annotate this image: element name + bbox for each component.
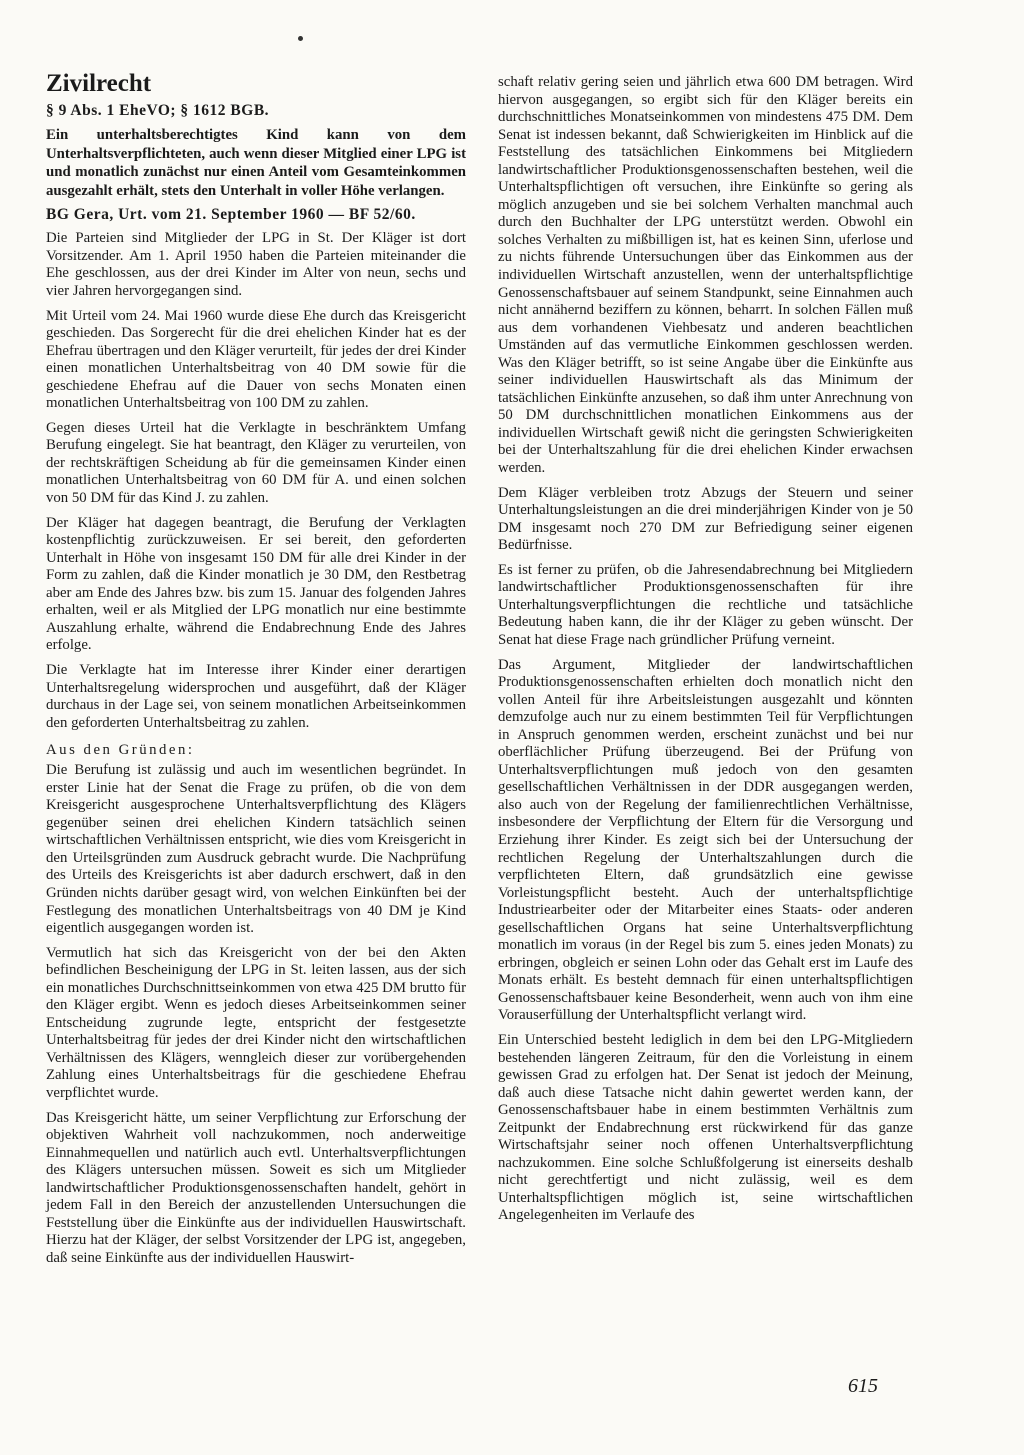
paragraph: Gegen dieses Urteil hat die Verklagte in beschränktem Umfang Berufung eingelegt. Sie hat beantragt, den Kläger zu verurteilen, von der rechtskräftigen Scheidung ab für die gemeinsamen Kinder einen monatlichen Unterhaltsbeitrag von 60 DM für A. und einen solchen von 50 DM für das Kind J. zu zahlen.: [46, 419, 466, 507]
paragraph: Die Berufung ist zulässig und auch im wesentlichen begründet. In erster Linie hat der Senat die Frage zu prüfen, ob die von dem Kreisgericht ausgesprochene Unterhaltsverpflichtung des Klägers gegenüber seinen drei ehelichen Kindern tatsächlich seinen wirtschaftlichen Verhältnissen entspricht, wie dies vom Kreisgericht in den Urteilsgründen zum Ausdruck gebracht wurde. Die Nachprüfung des Urteils des Kreisgerichts ist aber dadurch erschwert, daß in den Gründen nichts darüber gesagt wird, von welchen Einkünften bei der Festlegung des monatlichen Unterhaltsbeitrags von 40 DM je Kind eigentlich ausgegangen worden ist.: [46, 762, 466, 937]
paragraph: Ein Unterschied besteht lediglich in dem bei den LPG-Mitgliedern bestehenden längeren Zeitraum, für den die Vorleistung in einem gewissen Grad zu erfolgen hat. Der Senat ist jedoch der Meinung, daß auch diese Tatsache nicht dahin gewertet werden kann, der Genossenschaftsbauer habe in einem bestimmten Verhältnis zum Zeitpunkt der Endabrechnung erst rückwirkend für das ganze Wirtschaftsjahr seiner noch offenen Unterhaltsverpflichtung nachzukommen. Eine solche Schlußfolgerung ist einerseits deshalb nicht gerechtfertigt und nicht zulässig, weil es dem Unterhaltspflichtigen möglich ist, seine wirtschaftlichen Angelegenheiten im Verlaufe des: [498, 1031, 913, 1224]
paragraph: Es ist ferner zu prüfen, ob die Jahresendabrechnung bei Mitgliedern landwirtschaftlicher Produktionsgenossenschaften für ihre Unterhaltungsverpflichtungen die rechtliche und tatsächliche Bedeutung haben kann, die ihr der Kläger zu geben wünscht. Der Senat hat diese Frage nach gründlicher Prüfung verneint.: [498, 561, 913, 648]
grounds-heading: Aus den Gründen:: [46, 742, 195, 759]
paragraph: Vermutlich hat sich das Kreisgericht von der bei den Akten befindlichen Bescheinigung der LPG in St. leiten lassen, aus der sich ein monatliches Durchschnittseinkommen von etwa 425 DM brutto für den Kläger ergibt. Wenn es jedoch dieses Arbeitseinkommen seiner Entscheidung zugrunde legte, entspricht der festgesetzte Unterhaltsbeitrag für jedes der drei Kinder nicht den wirtschaftlichen Verhältnissen des Klägers, wenngleich dieser zur vorübergehenden Zahlung eines Unterhaltsbeitrags für die geschiedene Ehefrau verpflichtet wurde.: [46, 944, 466, 1101]
page-number: 615: [848, 1375, 878, 1397]
paragraph: Das Kreisgericht hätte, um seiner Verpflichtung zur Erforschung der objektiven Wahrheit voll nachzukommen, noch anderweitige Einnahmequellen und natürlich auch evtl. Unterhaltsverpflichtungen des Klägers untersuchen müssen. Soweit es sich um Mitglieder landwirtschaftlicher Produktionsgenossenschaften handelt, gehört in jedem Fall in den Bereich der anzustellenden Untersuchungen die Feststellung über die Einkünfte aus der individuellen Hauswirtschaft. Hierzu hat der Kläger, der selbst Vorsitzender der LPG ist, angegeben, daß seine Einkünfte aus der individuellen Hauswirt-: [46, 1109, 466, 1266]
legal-citation: § 9 Abs. 1 EheVO; § 1612 BGB.: [46, 102, 270, 119]
paragraph: Der Kläger hat dagegen beantragt, die Berufung der Verklagten kostenpflichtig zurückzuweisen. Er sei bereit, den geforderten Unterhalt in Höhe von insgesamt 150 DM für alle drei Kinder in der Form zu zahlen, daß die Kinder monatlich je 30 DM, den Restbetrag aber am Ende des Jahres bzw. bis zum 15. Januar des folgenden Jahres erhalten, weil er als Mitglied der LPG monatlich nur eine bestimmte Auszahlung erhalte, während die Endabrechnung Ende des Jahres erfolge.: [46, 514, 466, 654]
section-title: Zivilrecht: [46, 70, 152, 97]
paragraph: Dem Kläger verbleiben trotz Abzugs der Steuern und seiner Unterhaltungsleistungen an die drei minderjährigen Kinder von je 50 DM insgesamt noch 270 DM zur Befriedigung seiner eigenen Bedürfnisse.: [498, 484, 913, 554]
paragraph: Die Verklagte hat im Interesse ihrer Kinder einer derartigen Unterhaltsregelung widersprochen und ausgeführt, daß der Kläger durchaus in der Lage sei, von seinem monatlichen Arbeitseinkommen den geforderten Unterhaltsbeitrag zu zahlen.: [46, 661, 466, 731]
right-column: [498, 74, 913, 1232]
headnote: Ein unterhaltsberechtigtes Kind kann von dem Unterhaltsverpflichteten, auch wenn dieser Mitglied einer LPG ist und monatlich zunächst nur einen Anteil vom Gesamteinkommen ausgezahlt erhält, stets den Unterhalt in voller Höhe verlangen.: [46, 127, 466, 199]
paragraph: Die Parteien sind Mitglieder der LPG in St. Der Kläger ist dort Vorsitzender. Am 1. April 1950 haben die Parteien miteinander die Ehe geschlossen, aus der drei Kinder im Alter von neun, sechs und vier Jahren hervorgegangen sind.: [46, 230, 466, 300]
court-citation: BG Gera, Urt. vom 21. September 1960 — BF 52/60.: [46, 206, 416, 224]
paragraph: schaft relativ gering seien und jährlich etwa 600 DM betragen. Wird hiervon ausgegangen, so ergibt sich für den Kläger bereits ein durchschnittliches Monatseinkommen von mindestens 475 DM. Dem Senat ist indessen bekannt, daß Schwierigkeiten im Hinblick auf die Feststellung des tatsächlichen Einkommens bei Mitgliedern landwirtschaftlicher Produktionsgenossenschaften bestehen, weil die Unterhaltspflichtigen oft versuchen, ihre Einkünfte so gering als möglich anzugeben und sie bei solchem Verhalten manchmal auch durch den Buchhalter der LPG unterstützt werden. Obwohl ein solches Verhalten zu mißbilligen ist, hat es keinen Sinn, uferlose und zu nichts führende Untersuchungen über das Einkommen aus der individuellen Wirtschaft anzustellen, wenn der unterhaltspflichtige Genossenschaftsbauer auf seinem Standpunkt, seine Einnahmen auch nicht annähernd beziffern zu können, beharrt. In solchen Fällen muß aus dem vorhandenen Viehbesatz und anderen beachtlichen Umständen auf das vermutliche Einkommen geschlossen werden. Was den Kläger betrifft, so ist seine Angabe über die Einkünfte aus seiner individuellen Hauswirtschaft als das Minimum der tatsächlichen Einkünfte anzusehen, so daß ihm unter Anrechnung von 50 DM durchschnittlichen monatlichen Einkommens aus der individuellen Wirtschaft gewiß nicht die geringsten Schwierigkeiten bei der Unterhaltszahlung für die drei ehelichen Kinder erwachsen werden.: [498, 74, 913, 477]
paragraph: Mit Urteil vom 24. Mai 1960 wurde diese Ehe durch das Kreisgericht geschieden. Das Sorgerecht für die drei ehelichen Kinder hat es der Ehefrau übertragen und den Kläger verurteilt, für jedes der drei Kinder einen monatlichen Unterhaltsbeitrag von 40 DM sowie für die geschiedene Ehefrau auf die Dauer von sechs Monaten einen monatlichen Unterhaltsbeitrag von 100 DM zu zahlen.: [46, 307, 466, 412]
left-column: [46, 70, 466, 1274]
paragraph: Das Argument, Mitglieder der landwirtschaftlichen Produktionsgenossenschaften erhielten doch monatlich nicht den vollen Anteil für ihre Arbeitsleistungen ausgezahlt und könnten demzufolge auch nur zu einem bestimmten Teil für Verpflichtungen in Anspruch genommen werden, erscheint zunächst und bei nur oberflächlicher Prüfung überzeugend. Bei der Prüfung von Unterhaltsverpflichtungen muß jedoch von den gesamten gesellschaftlichen Verhältnissen in der DDR ausgegangen werden, also auch von der Regelung der familienrechtlichen Verhältnisse, insbesondere der Verpflichtung der Eltern für die Versorgung und Erziehung ihrer Kinder. Es zeigt sich bei der Untersuchung der rechtlichen Regelung der Unterhaltszahlungen durch die verpflichteten Eltern, daß grundsätzlich eine gewisse Vorleistungspflicht besteht. Auch der unterhaltspflichtige Industriearbeiter oder der Mitarbeiter eines Staats- oder anderen gesellschaftlichen Organs hat seine Unterhaltsverpflichtung monatlich im voraus (in der Regel bis zum 5. eines jeden Monats) zu erbringen, obgleich er seinen Lohn oder das Gehalt erst im Laufe des Monats erhält. Es besteht demnach für einen unterhaltspflichtigen Genossenschaftsbauer keine Besonderheit, wenn auch von ihm eine Vorauserfüllung der Unterhaltspflicht verlangt wird.: [498, 656, 913, 1024]
dot-mark: [298, 36, 303, 41]
